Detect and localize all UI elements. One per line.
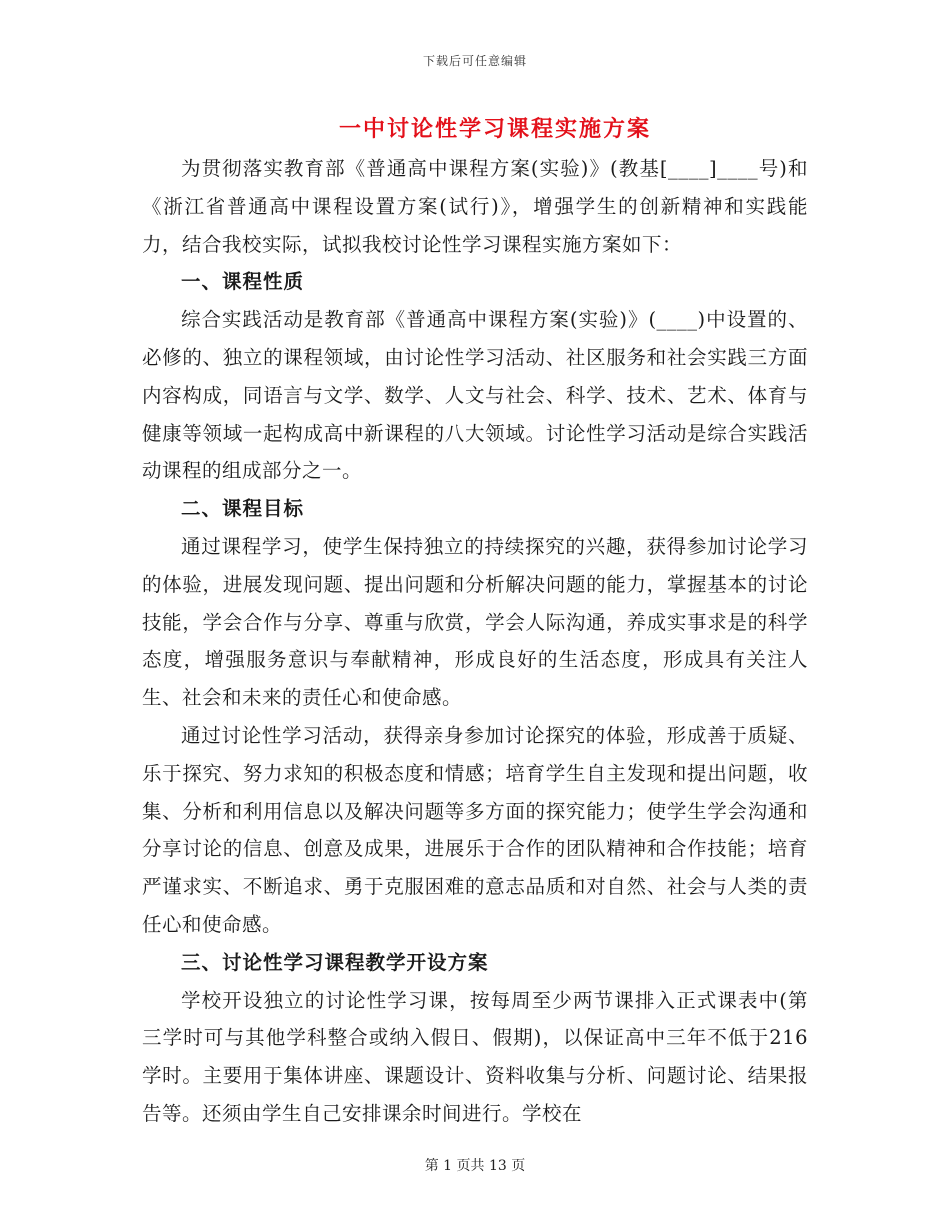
section-heading-goals: 二、课程目标 (181, 497, 305, 521)
document-body (142, 150, 808, 1133)
section-heading-plan: 三、讨论性学习课程教学开设方案 (181, 950, 489, 974)
section-plan-paragraph: 学校开设独立的讨论性学习课，按每周至少两节课排入正式课表中(第三学时可与其他学科整合或纳入假日、假期)，以保证高中三年不低于216学时。主要用于集体讲座、课题设计、资料收集与分析、问题讨论、结果报告等。还须由学生自己安排课余时间进行。学校在 (142, 988, 808, 1125)
section-nature-paragraph: 综合实践活动是教育部《普通高中课程方案(实验)》(____)中设置的、必修的、独立的课程领域，由讨论性学习活动、社区服务和社会实践三方面内容构成，同语言与文学、数学、人文与社会、科学、技术、艺术、体育与健康等领域一起构成高中新课程的八大领域。讨论性学习活动是综合实践活动课程的组成部分之一。 (142, 308, 808, 483)
intro-paragraph: 为贯彻落实教育部《普通高中课程方案(实验)》(教基[____]____号)和《浙江省普通高中课程设置方案(试行)》，增强学生的创新精神和实践能力，结合我校实际，试拟我校讨论性学习课程实施方案如下： (142, 157, 808, 256)
page-number: 第 1 页共 13 页 (424, 1158, 526, 1174)
section-heading-nature: 一、课程性质 (181, 270, 305, 294)
section-goals-paragraph-2: 通过讨论性学习活动，获得亲身参加讨论探究的体验，形成善于质疑、乐于探究、努力求知的积极态度和情感；培育学生自主发现和提出问题，收集、分析和利用信息以及解决问题等多方面的探究能力；使学生学会沟通和分享讨论的信息、创意及成果，进展乐于合作的团队精神和合作技能；培育严谨求实、不断追求、勇于克服困难的意志品质和对自然、社会与人类的责任心和使命感。 (142, 723, 808, 936)
section-goals-paragraph-1: 通过课程学习，使学生保持独立的持续探究的兴趣，获得参加讨论学习的体验，进展发现问题、提出问题和分析解决问题的能力，掌握基本的讨论技能，学会合作与分享、尊重与欣赏，学会人际沟通，养成实事求是的科学态度，增强服务意识与奉献精神，形成良好的生活态度，形成具有关注人生、社会和未来的责任心和使命感。 (142, 534, 808, 710)
page-header-note: 下载后可任意编辑 (422, 54, 527, 68)
document-title: 一中讨论性学习课程实施方案 (338, 116, 651, 142)
